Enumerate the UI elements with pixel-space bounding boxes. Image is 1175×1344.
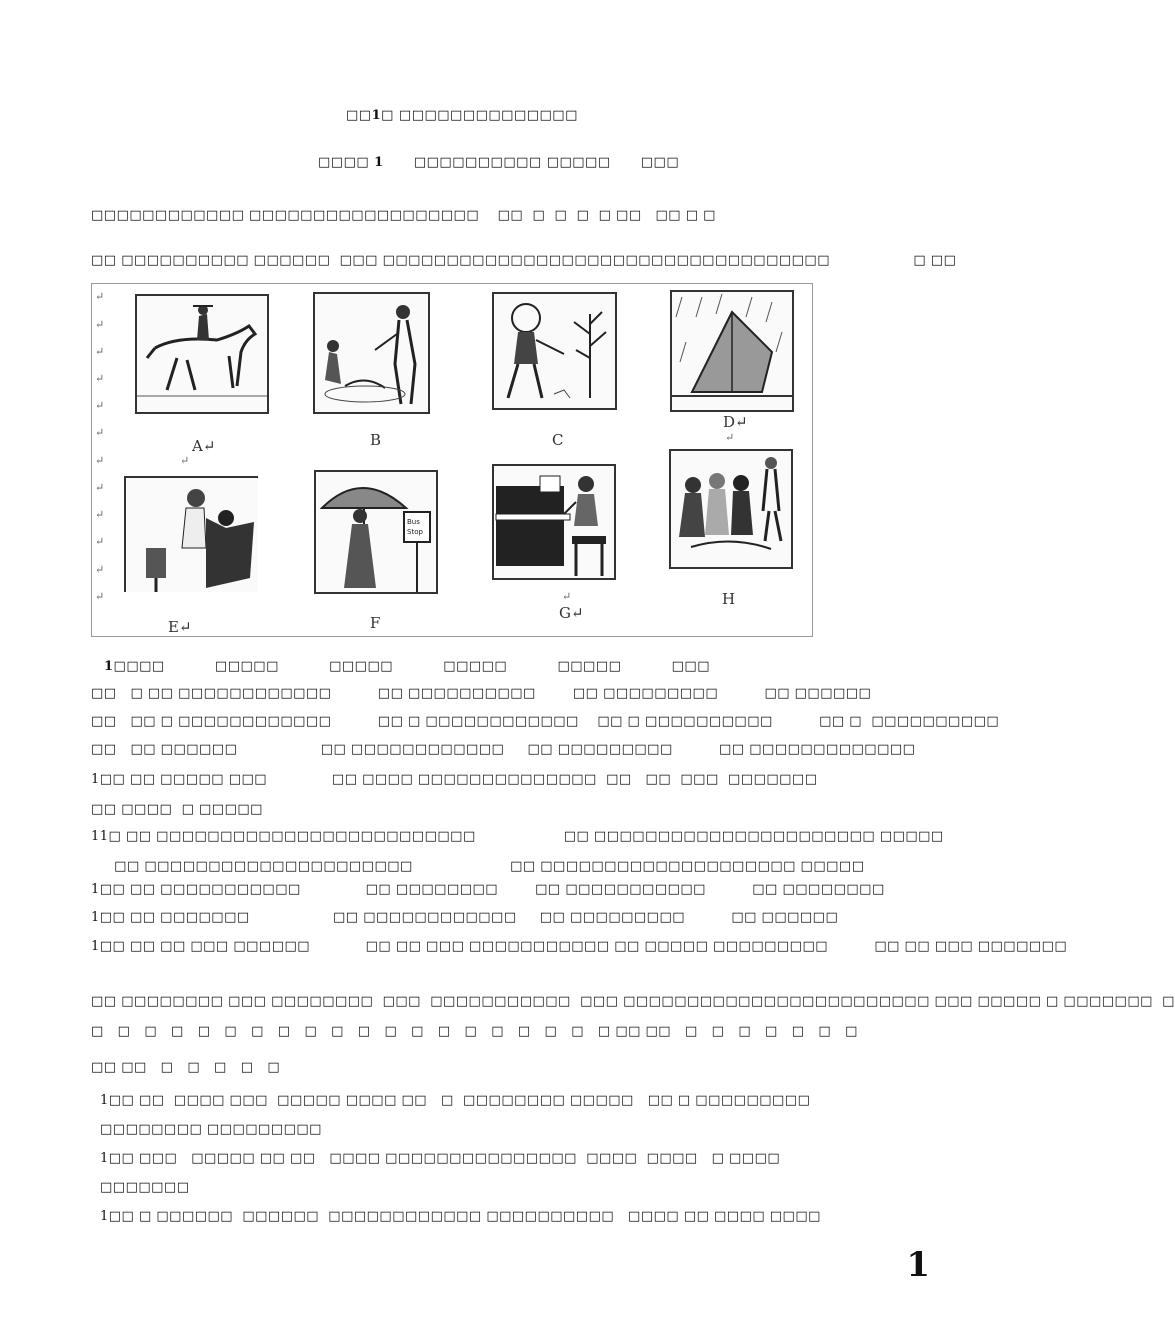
return-mark: ↵ <box>95 454 105 467</box>
section-instruction: □□ □□□□□□□□ □□□ □□□□□□□□ □□□ □□□□□□□□□□□ □□□ □□□□□□□□□□□□□□□□□□□□□□□□ □□□ □□□□□ □ □□□□□□□ □ <box>91 994 1175 1009</box>
label-a: A↵ <box>192 437 216 455</box>
section-instruction: □ □ □ □ □ □ □ □ □ □ □ □ □ □ □ □ □ □ □ □ □□ □□ □ □ □ □ □ □ □ <box>91 1024 858 1039</box>
passage-line: □□□□□□□□ □□□□□□□□□ <box>100 1122 322 1137</box>
label-h: H <box>722 590 736 608</box>
return-mark: ↵ <box>95 399 105 412</box>
picture-e-dentist <box>124 476 258 592</box>
return-mark: ↵ <box>95 535 105 548</box>
picture-c-boy-planting-tree <box>492 292 617 410</box>
picture-b-watering-plants <box>313 292 430 414</box>
return-mark: ↵ <box>95 318 105 331</box>
return-mark: ↵ <box>95 372 105 385</box>
question-line: □□ □□□□□□□□□□□□□□□□□□□□□ □□ □□□□□□□□□□□□□□□□□□□□ □□□□□ <box>91 859 865 874</box>
return-mark: ↵ <box>95 345 105 358</box>
passage-line: 1□□ □□ □□□□ □□□ □□□□□ □□□□ □□ □ □□□□□□□□ □□□□□ □□ □ □□□□□□□□□ <box>100 1093 811 1108</box>
label-f: F <box>370 614 381 632</box>
question-line: 1□□ □□ □□□□□ □□□ □□ □□□□ □□□□□□□□□□□□□□ □□ □□ □□□ □□□□□□□ <box>91 772 818 787</box>
passage-line: 1□□ □ □□□□□□ □□□□□□ □□□□□□□□□□□□ □□□□□□□□□□ □□□□ □□ □□□□ □□□□ <box>100 1209 821 1224</box>
question-line: 1□□ □□ □□□□□□□□□□□ □□ □□□□□□□□ □□ □□□□□□□□□□□ □□ □□□□□□□□ <box>91 882 885 897</box>
sub-mark: ↵ <box>562 590 572 603</box>
label-d: D↵ <box>723 413 748 431</box>
passage-line: 1□□ □□□ □□□□□ □□ □□ □□□□ □□□□□□□□□□□□□□□ □□□□ □□□□ □ □□□□ <box>100 1151 781 1166</box>
sub-mark: ↵ <box>180 454 190 467</box>
svg-text:Stop: Stop <box>407 528 423 536</box>
picture-f-umbrella-bus-stop <box>314 470 438 594</box>
answer-blanks: 1□□□□ □□□□□ □□□□□ □□□□□ □□□□□ □□□ <box>104 659 710 674</box>
picture-g-playing-piano <box>492 464 616 580</box>
question-line: □□ □□ □ □□□□□□□□□□□□ □□ □ □□□□□□□□□□□□ □□ □ □□□□□□□□□□ □□ □ □□□□□□□□□□ <box>91 714 1000 729</box>
question-line: □□ □□□□ □ □□□□□ <box>91 802 263 817</box>
label-b: B <box>370 431 382 449</box>
question-line: 1□□ □□ □□ □□□ □□□□□□ □□ □□ □□□ □□□□□□□□□□□ □□ □□□□□ □□□□□□□□□ □□ □□ □□□ □□□□□□□ <box>91 939 1068 954</box>
svg-text:Bus: Bus <box>407 518 420 526</box>
return-mark: ↵ <box>95 481 105 494</box>
question-line: 1□□ □□ □□□□□□□ □□ □□□□□□□□□□□□ □□ □□□□□□□□□ □□ □□□□□□ <box>91 910 839 925</box>
page-number: 1 <box>906 1245 930 1285</box>
picture-a-horse-rider <box>135 294 269 414</box>
question-line: □□ □□ □□□□□□ □□ □□□□□□□□□□□□ □□ □□□□□□□□□ □□ □□□□□□□□□□□□□ <box>91 742 916 757</box>
sub-mark: ↵ <box>725 431 735 444</box>
picture-h-group-picnic <box>669 449 793 569</box>
question-line: □□ □ □□ □□□□□□□□□□□□ □□ □□□□□□□□□□ □□ □□□□□□□□□ □□ □□□□□□ <box>91 686 872 701</box>
instruction-line: □□□□□□□□□□□□ □□□□□□□□□□□□□□□□□□ □□ □ □ □ □ □□ □□ □ □ <box>91 208 716 223</box>
return-mark: ↵ <box>95 508 105 521</box>
label-g: G↵ <box>559 604 584 622</box>
return-mark: ↵ <box>95 563 105 576</box>
section-instruction: □□ □□ □ □ □ □ □ <box>91 1060 281 1075</box>
passage-line: □□□□□□□ <box>100 1180 190 1195</box>
question-line: 11□ □□ □□□□□□□□□□□□□□□□□□□□□□□□□ □□ □□□□□□□□□□□□□□□□□□□□□□ □□□□□ <box>91 829 944 844</box>
label-c: C <box>552 431 564 449</box>
instruction-line: □□ □□□□□□□□□□ □□□□□□ □□□ □□□□□□□□□□□□□□□□□□□□□□□□□□□□□□□□□□□ □ □□ <box>91 253 957 268</box>
label-e: E↵ <box>168 618 192 636</box>
page-title: □□1□ □□□□□□□□□□□□□□ <box>346 108 578 123</box>
return-mark: ↵ <box>95 590 105 603</box>
picture-d-tent-in-rain <box>670 290 794 412</box>
return-mark: ↵ <box>95 426 105 439</box>
picture-panel <box>91 283 813 637</box>
part-heading: □□□□ 1 □□□□□□□□□□ □□□□□ □□□ <box>318 155 680 170</box>
return-mark: ↵ <box>95 290 105 303</box>
